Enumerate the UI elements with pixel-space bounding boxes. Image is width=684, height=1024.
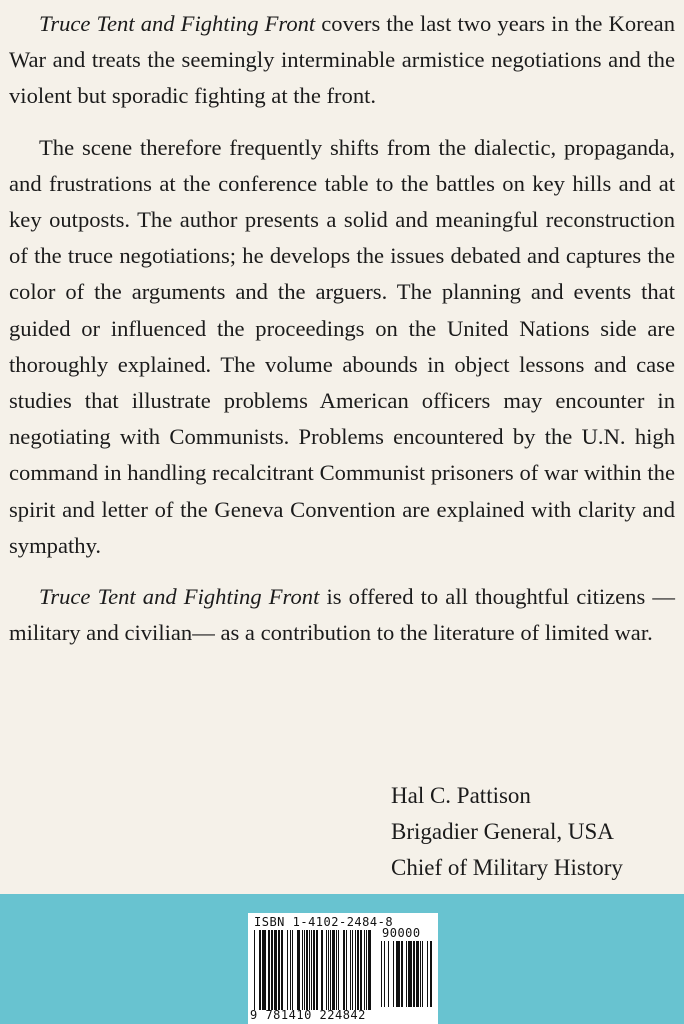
barcode-bar	[413, 941, 415, 1007]
paragraph-1	[9, 6, 675, 115]
barcode-bar	[357, 930, 359, 1010]
addon-barcode-bars	[381, 941, 433, 1007]
barcode-bar	[346, 930, 347, 1010]
price-addon-text: 90000	[382, 926, 421, 940]
barcode-bar	[304, 930, 305, 1010]
barcode-bar	[396, 941, 400, 1007]
barcode-bar	[328, 930, 329, 1010]
barcode-bar	[302, 930, 303, 1010]
barcode-bar	[427, 941, 428, 1007]
barcode-bar	[338, 930, 339, 1010]
barcode-bar	[262, 930, 266, 1010]
book-title-italic: Truce Tent and Fighting Front	[39, 584, 320, 610]
barcode-bar	[290, 930, 291, 1010]
barcode-bar	[364, 930, 365, 1010]
barcode-bar	[350, 930, 351, 1010]
barcode-bar	[254, 930, 255, 1010]
paragraph-3	[9, 579, 675, 651]
paragraph-2	[9, 130, 675, 564]
barcode-bar	[384, 941, 385, 1007]
barcode-bar	[313, 930, 315, 1010]
barcode-bar	[408, 941, 412, 1007]
barcode-bar	[393, 941, 394, 1007]
paragraph-text: is offered to all thoughtful citizens —military and civilian— as a contribution to the literature of limited war.	[9, 584, 675, 646]
barcode-bar	[401, 941, 403, 1007]
barcode	[248, 913, 438, 1024]
back-cover-text	[9, 6, 675, 666]
barcode-bar	[281, 930, 283, 1010]
barcode-bar	[306, 930, 308, 1010]
barcode-bar	[355, 930, 356, 1010]
barcode-bar	[311, 930, 312, 1010]
barcode-bar	[332, 930, 335, 1010]
barcode-bar	[287, 930, 288, 1010]
barcode-bar	[406, 941, 407, 1007]
barcode-bars	[254, 930, 372, 1010]
signature-position: Chief of Military History	[391, 855, 623, 880]
barcode-bar	[360, 930, 362, 1010]
barcode-bar	[271, 930, 273, 1010]
barcode-bar	[268, 930, 270, 1010]
barcode-bar	[368, 930, 371, 1010]
signature-rank: Brigadier General, USA	[391, 819, 614, 844]
signature-name: Hal C. Pattison	[391, 783, 531, 808]
barcode-bar	[274, 930, 277, 1010]
barcode-bar	[326, 930, 327, 1010]
barcode-bar	[336, 930, 337, 1010]
signature-block	[391, 778, 623, 886]
barcode-bar	[309, 930, 310, 1010]
book-title-italic: Truce Tent and Fighting Front	[39, 11, 316, 36]
barcode-bar	[388, 941, 389, 1007]
barcode-bar	[343, 930, 345, 1010]
barcode-bar	[316, 930, 318, 1010]
barcode-bar	[366, 930, 367, 1010]
barcode-bar	[352, 930, 353, 1010]
barcode-bar	[420, 941, 421, 1007]
paragraph-text: The scene therefore frequently shifts from the dialectic, propaganda, and frustrations at the conference table to the battles on key hills and at key outposts. The author presents a solid and meaningful reconstruction of the truce negotiations; he develops the issues debated and captures the color of the arguments and the arguers. The planning and events that guided or influenced the proceedings on the United Nations side are thoroughly explained. The volume abounds in object lessons and case studies that illustrate problems American officers may encounter in negotiating with Communists. Problems encountered by the U.N. high command in handling recalcitrant Communist prisoners of war within the spirit and letter of the Geneva Convention are explained with clarity and sympathy.	[9, 134, 675, 558]
barcode-bar	[330, 930, 331, 1010]
barcode-bar	[430, 941, 432, 1007]
ean-number: 9 781410 224842	[250, 1008, 366, 1022]
barcode-bar	[259, 930, 261, 1010]
barcode-bar	[292, 930, 293, 1010]
barcode-bar	[381, 941, 382, 1007]
paragraph-text: covers the last two years in the Korean War and treats the seemingly interminable armistice negotiations and the violent but sporadic fighting at the front.	[9, 11, 675, 109]
barcode-bar	[416, 941, 419, 1007]
barcode-bar	[321, 930, 323, 1010]
barcode-bar	[422, 941, 423, 1007]
barcode-bar	[278, 930, 280, 1010]
isbn-text: ISBN 1-4102-2484-8	[254, 915, 394, 929]
barcode-bar	[297, 930, 300, 1010]
